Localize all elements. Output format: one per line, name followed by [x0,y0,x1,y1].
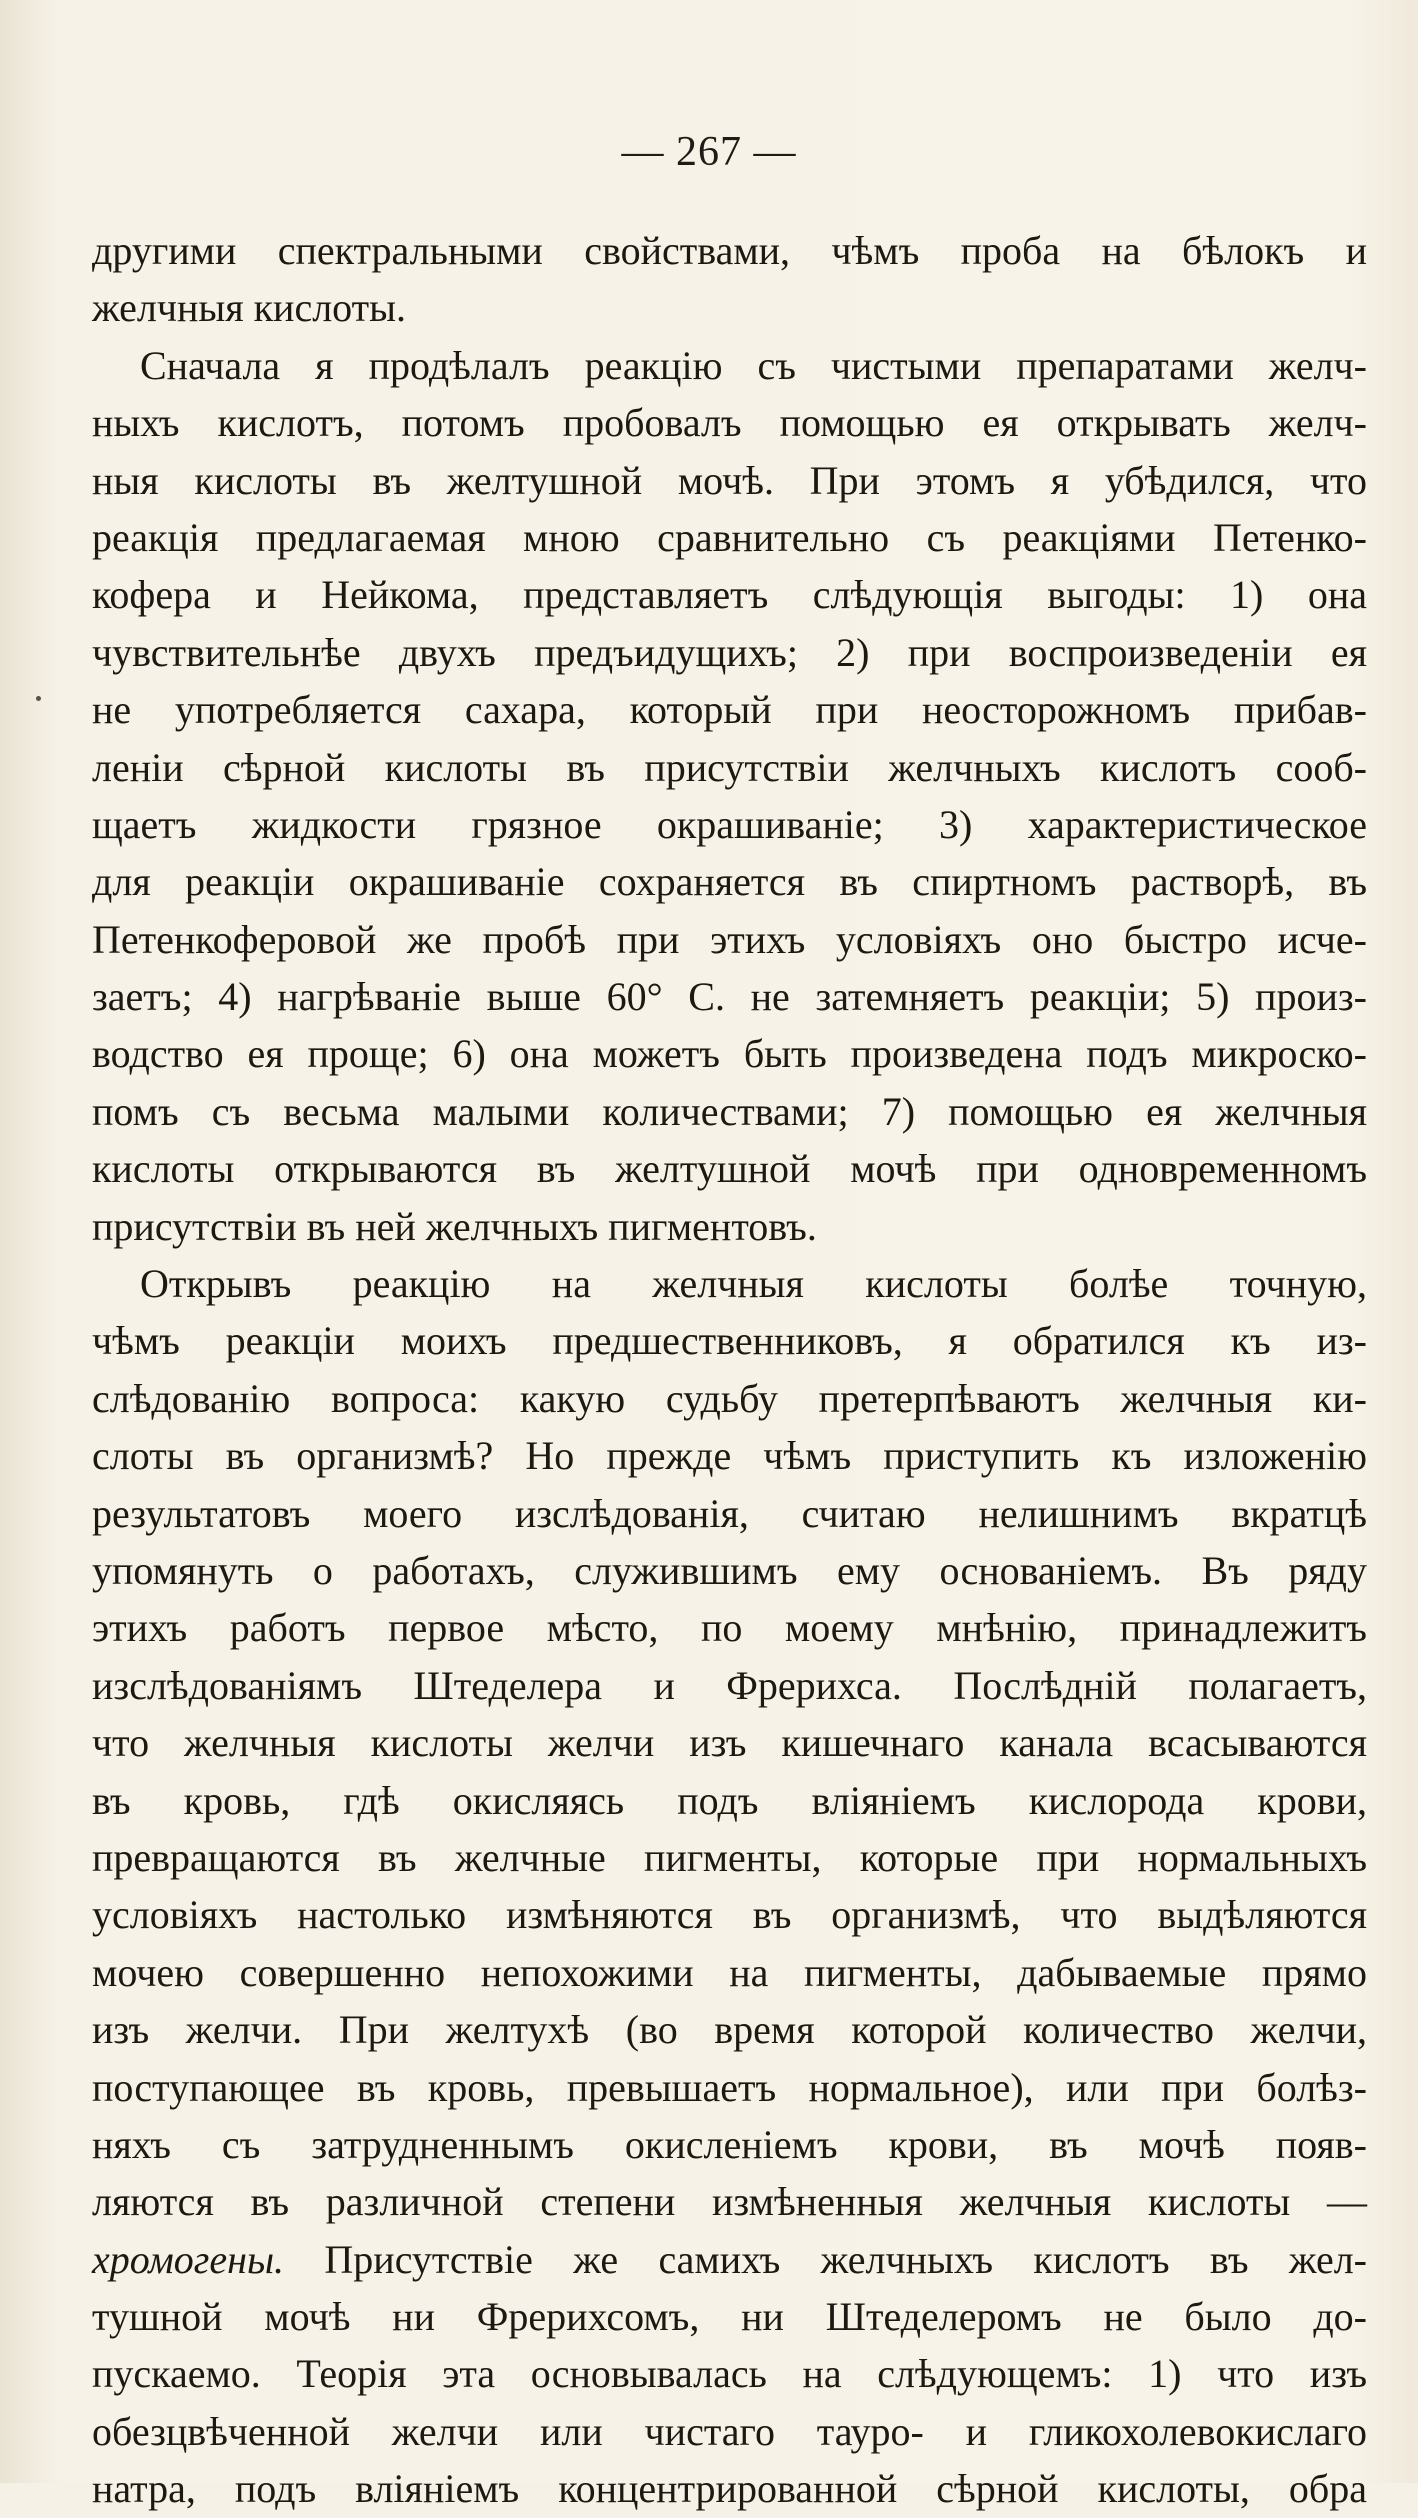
line-text: Присутствіе же самихъ желчныхъ кислотъ въ жел- [284,2236,1367,2282]
text-line: реакція предлагаемая мною сравнительно съ реакціями Петенко- [92,514,1367,560]
text-line: Открывъ реакцію на желчныя кислоты болѣе точную, [140,1261,1367,1307]
text-line: для реакціи окрашиваніе сохраняется въ спиртномъ растворѣ, въ [92,859,1367,905]
text-line: водство ея проще; 6) она можетъ быть произведена подъ микроско- [92,1031,1367,1077]
text-line: тушной мочѣ ни Фрерихсомъ, ни Штеделеромъ не было до- [92,2294,1367,2340]
text-line: кофера и Нейкома, представляетъ слѣдующія выгоды: 1) она [92,572,1367,618]
text-line: результатовъ моего изслѣдованія, считаю нелишнимъ вкратцѣ [92,1490,1367,1536]
text-line: упомянуть о работахъ, служившимъ ему основаніемъ. Въ ряду [92,1547,1367,1593]
text-line: ныхъ кислотъ, потомъ пробовалъ помощью ея открывать желч- [92,400,1367,446]
text-line: чувствительнѣе двухъ предъидущихъ; 2) при воспроизведеніи ея [92,629,1367,675]
text-line: желчныя кислоты. [92,285,407,331]
text-line: пускаемо. Теорія эта основывалась на слѣдующемъ: 1) что изъ [92,2351,1367,2397]
text-line: слоты въ организмѣ? Но прежде чѣмъ приступить къ изложенію [92,1433,1367,1479]
text-line: помъ съ весьма малыми количествами; 7) помощью ея желчныя [92,1088,1367,1134]
text-line: мочею совершенно непохожими на пигменты, дабываемые прямо [92,1949,1367,1995]
page-number: — 267 — [621,129,797,175]
text-line: кислоты открываются въ желтушной мочѣ при одновременномъ [92,1146,1367,1192]
text-line: Сначала я продѣлалъ реакцію съ чистыми препаратами желч- [140,342,1367,388]
text-line: заетъ; 4) нагрѣваніе выше 60° С. не затемняетъ реакціи; 5) произ- [92,974,1367,1020]
text-line: Петенкоферовой же пробѣ при этихъ условіяхъ оно быстро исче- [92,916,1367,962]
text-line [92,2231,1367,2288]
text-line: изслѣдованіямъ Штеделера и Фрерихса. Послѣдній полагаетъ, [92,1662,1367,1708]
text-line: не употребляется сахара, который при неосторожномъ прибав- [92,687,1367,733]
text-line: обезцвѣченной желчи или чистаго тауро- и гликохолевокислаго [92,2408,1367,2454]
text-line: слѣдованію вопроса: какую судьбу претерпѣваютъ желчныя ки- [92,1375,1367,1421]
body-text [92,222,1367,2518]
text-line: изъ желчи. При желтухѣ (во время которой количество желчи, [92,2007,1367,2053]
text-line: превращаются въ желчные пигменты, которые при нормальныхъ [92,1834,1367,1880]
italic-term: хромогены. [92,2236,285,2282]
text-line: поступающее въ кровь, превышаетъ нормальное), или при болѣз- [92,2064,1367,2110]
text-line: щаетъ жидкости грязное окрашиваніе; 3) характеристическое [92,801,1367,847]
text-line: условіяхъ настолько измѣняются въ организмѣ, что выдѣляются [92,1892,1367,1938]
text-line: няхъ съ затрудненнымъ окисленіемъ крови, въ мочѣ появ- [92,2121,1367,2167]
text-line: присутствіи въ ней желчныхъ пигментовъ. [92,1203,817,1249]
text-line: ныя кислоты въ желтушной мочѣ. При этомъ я убѣдился, что [92,457,1367,503]
text-line: ляются въ различной степени измѣненныя желчныя кислоты — [92,2179,1367,2225]
text-line: этихъ работъ первое мѣсто, по моему мнѣнію, принадлежитъ [92,1605,1367,1651]
text-line: чѣмъ реакціи моихъ предшественниковъ, я обратился къ из- [92,1318,1367,1364]
text-line: леніи сѣрной кислоты въ присутствіи желчныхъ кислотъ сооб- [92,744,1367,790]
margin-mark [36,696,41,701]
text-line: натра, подъ вліяніемъ концентрированной сѣрной кислоты, обра [92,2466,1367,2512]
text-line: что желчныя кислоты желчи изъ кишечнаго канала всасываются [92,1720,1367,1766]
text-line: другими спектральными свойствами, чѣмъ проба на бѣлокъ и [92,228,1367,273]
text-line: въ кровь, гдѣ окисляясь подъ вліяніемъ кислорода крови, [92,1777,1367,1823]
